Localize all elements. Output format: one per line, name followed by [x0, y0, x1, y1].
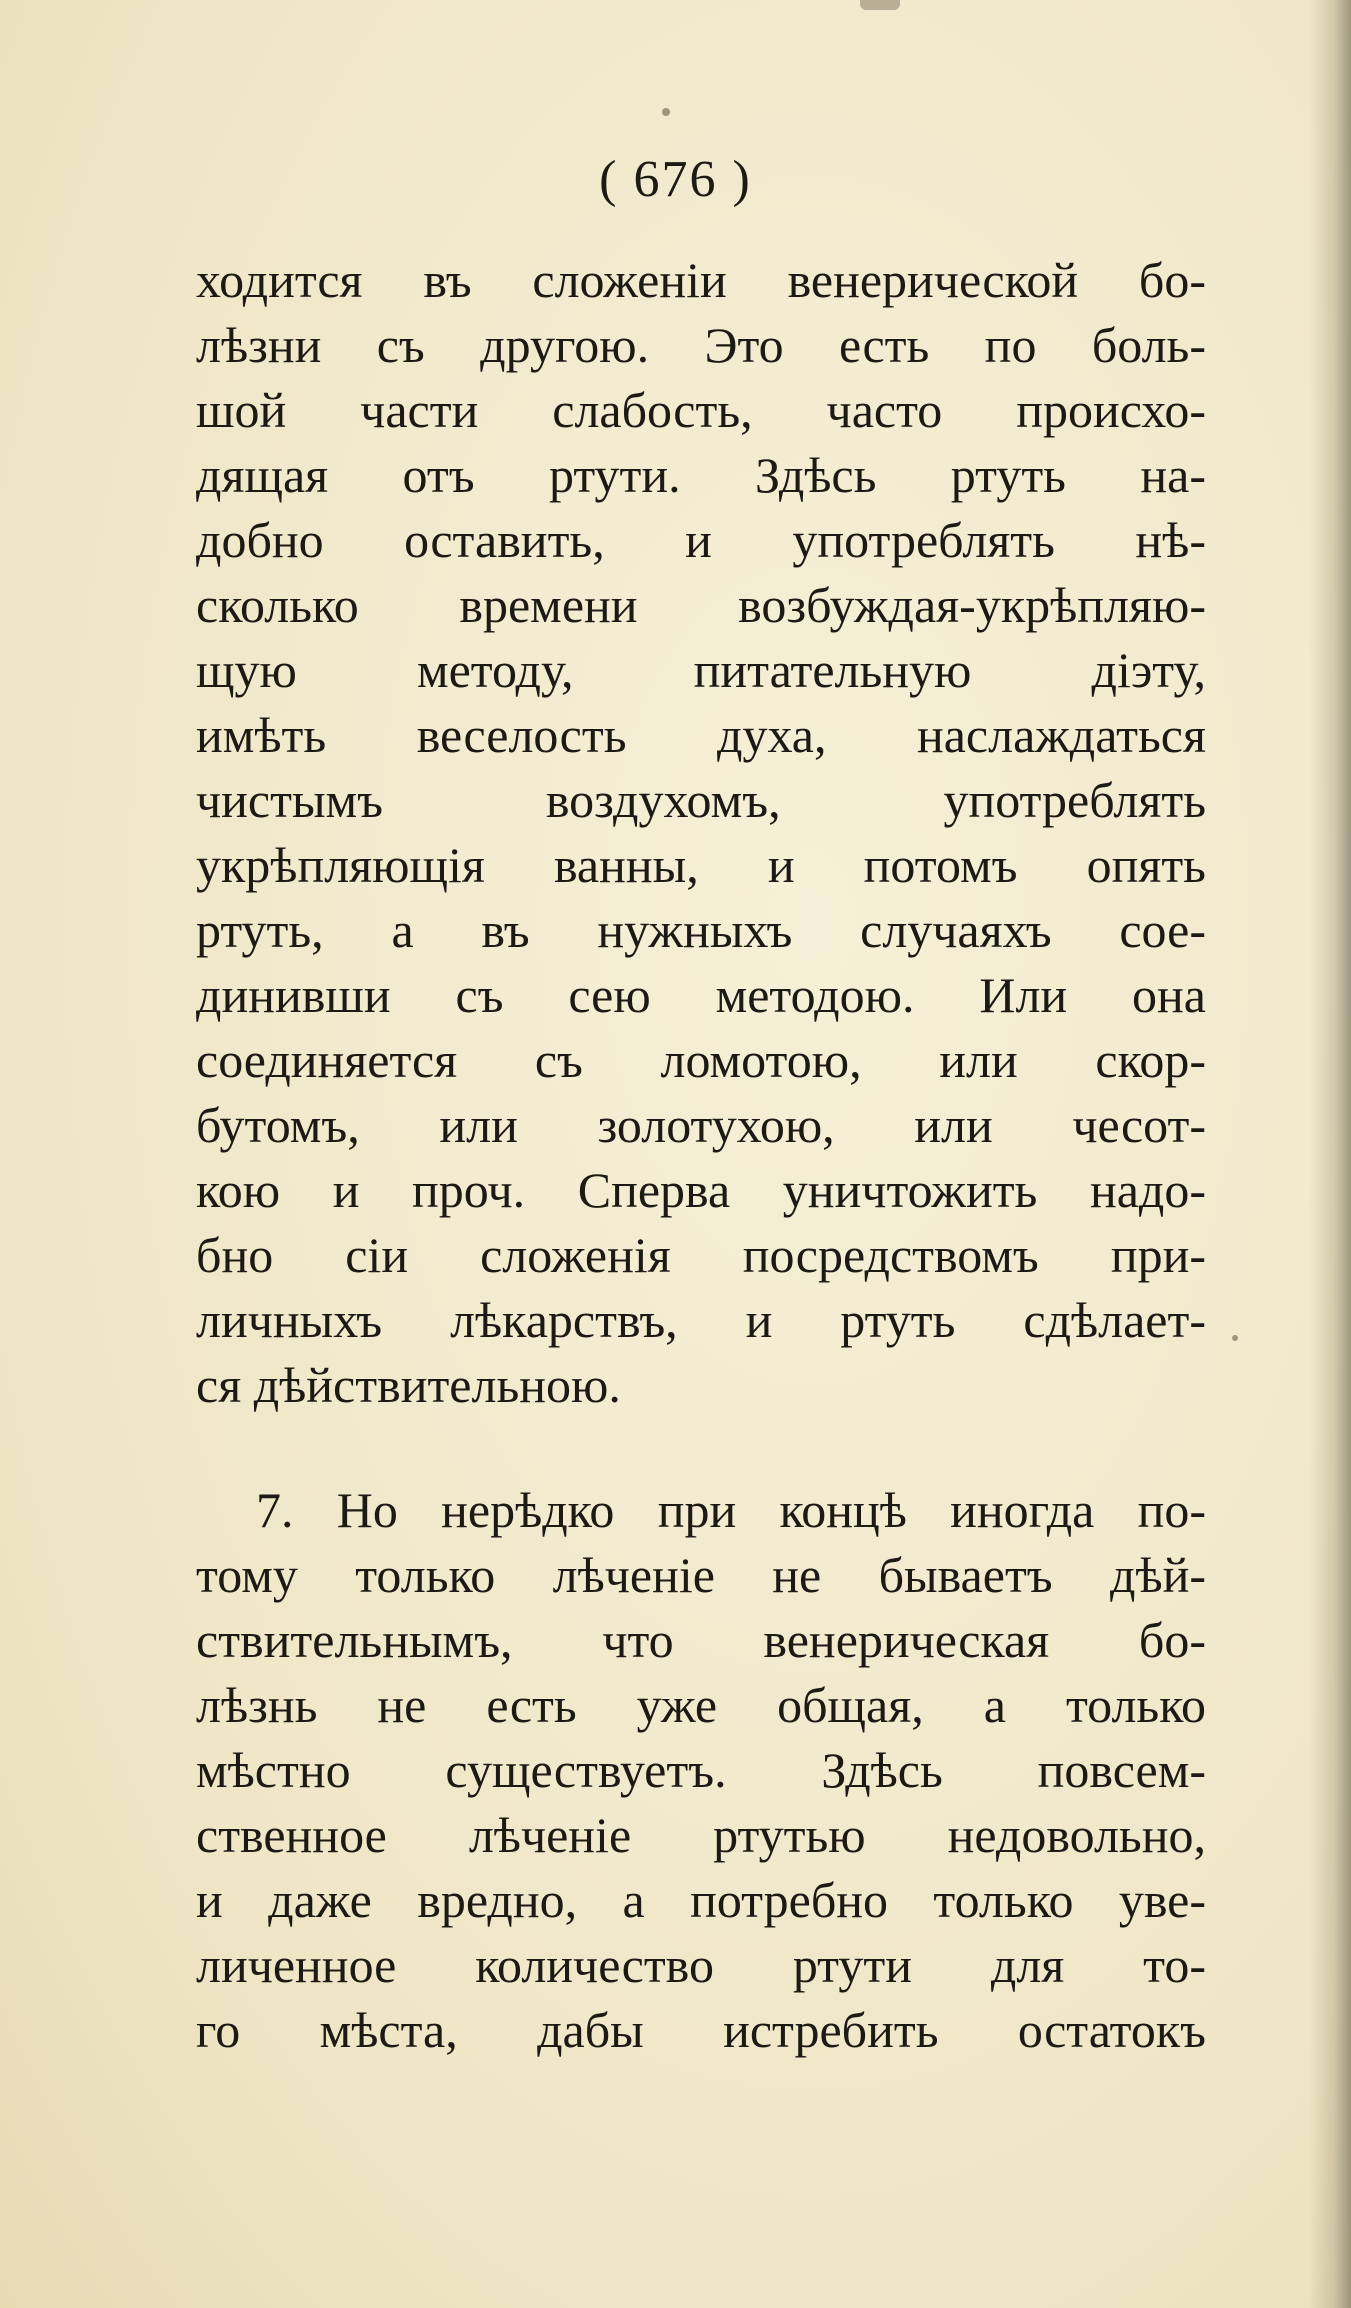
text-line: тому только лѣченiе не бываетъ дѣй-: [196, 1547, 1206, 1603]
text-line: бутомъ, или золотухою, или чесот-: [196, 1097, 1206, 1153]
text-line: укрѣпляющiя ванны, и потомъ опять: [196, 837, 1206, 893]
text-line: ствительнымъ, что венерическая бо-: [196, 1612, 1206, 1668]
text-line: лѣзни съ другою. Это есть по боль-: [196, 317, 1206, 373]
text-line: 7. Но нерѣдко при концѣ иногда по-: [256, 1482, 1206, 1538]
text-line: дящая отъ ртути. Здѣсь ртуть на-: [196, 447, 1206, 503]
text-line: ртуть, а въ нужныхъ случаяхъ сое-: [196, 902, 1206, 958]
text-line: мѣстно существуетъ. Здѣсь повсем-: [196, 1742, 1206, 1798]
text-line: ся дѣйствительною.: [196, 1357, 621, 1413]
text-line: лѣзнь не есть уже общая, а только: [196, 1677, 1206, 1733]
text-line: чистымъ воздухомъ, употреблять: [196, 772, 1206, 828]
paragraph-1: [196, 248, 1206, 1418]
text-line: имѣть веселость духа, наслаждаться: [196, 707, 1206, 763]
paper-stain: [860, 0, 900, 10]
text-line: и даже вредно, а потребно только уве-: [196, 1872, 1206, 1928]
text-line: добно оставить, и употреблять нѣ-: [196, 512, 1206, 568]
ink-speck: [1232, 1335, 1238, 1341]
ink-speck: [662, 108, 670, 116]
text-line: го мѣста, дабы истребить остатокъ: [196, 2002, 1206, 2058]
text-line: ходится въ сложенiи венерической бо-: [196, 252, 1206, 308]
text-line: личенное количество ртути для то-: [196, 1937, 1206, 1993]
page-edge-shadow: [1309, 0, 1351, 2308]
text-line: кою и проч. Сперва уничтожить надо-: [196, 1162, 1206, 1218]
text-line: ственное лѣченiе ртутью недовольно,: [196, 1807, 1206, 1863]
text-line: шой части слабость, часто происхо-: [196, 382, 1206, 438]
paragraph-2: [196, 1478, 1206, 2063]
text-line: динивши съ сею методою. Или она: [196, 967, 1206, 1023]
text-line: щую методу, питательную дiэту,: [196, 642, 1206, 698]
text-line: личныхъ лѣкарствъ, и ртуть сдѣлает-: [196, 1292, 1206, 1348]
text-line: бно сiи сложенiя посредствомъ при-: [196, 1227, 1206, 1283]
page-number: ( 676 ): [599, 151, 752, 208]
text-line: соединяется съ ломотою, или скор-: [196, 1032, 1206, 1088]
text-line: сколько времени возбуждая-укрѣпляю-: [196, 577, 1206, 633]
